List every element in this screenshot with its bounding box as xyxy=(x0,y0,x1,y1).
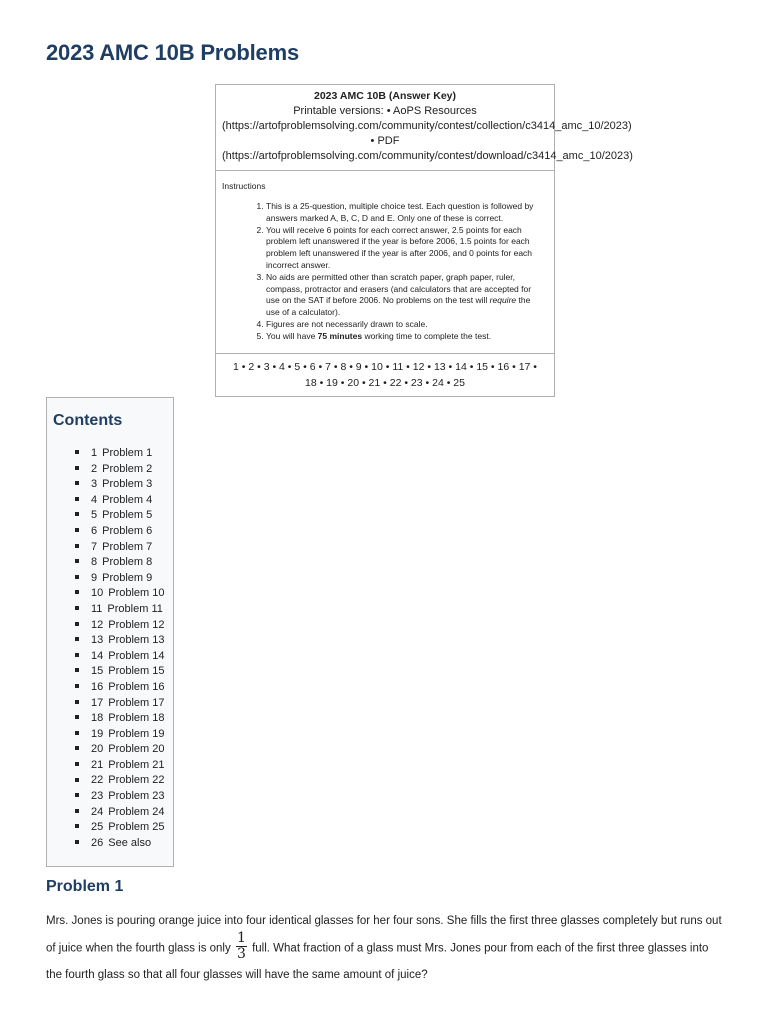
toc-label: Problem 9 xyxy=(102,571,153,584)
toc-link[interactable] xyxy=(91,509,152,521)
toc-label: Problem 17 xyxy=(108,696,165,709)
problem-nav-line[interactable]: 1 • 2 • 3 • 4 • 5 • 6 • 7 • 8 • 9 • 10 • 11 • 12 • 13 • 14 • 15 • 16 • 17 • xyxy=(233,360,537,373)
toc-link[interactable] xyxy=(91,463,152,475)
toc-item[interactable] xyxy=(75,773,165,789)
toc-list xyxy=(75,446,165,851)
toc-label: Problem 23 xyxy=(108,790,165,803)
toc-item[interactable] xyxy=(75,664,165,680)
toc-link[interactable] xyxy=(91,806,165,818)
fraction-one-third: $\frac{1}{3}$ xyxy=(236,930,246,962)
toc-label: Problem 6 xyxy=(102,524,153,537)
toc-link[interactable] xyxy=(91,837,151,849)
toc-number: 3 xyxy=(91,478,98,491)
toc-number: 2 xyxy=(91,462,98,475)
toc-item[interactable] xyxy=(75,633,165,649)
toc-link[interactable] xyxy=(91,665,165,677)
toc-item[interactable] xyxy=(75,493,165,509)
instructions-list xyxy=(222,201,548,343)
toc-item[interactable] xyxy=(75,805,165,821)
toc-item[interactable] xyxy=(75,758,165,774)
toc-link[interactable] xyxy=(91,478,152,490)
toc-number: 26 xyxy=(91,836,104,849)
bullet-icon xyxy=(75,528,79,532)
toc-number: 19 xyxy=(91,727,104,740)
toc-label: Problem 10 xyxy=(108,587,165,600)
instructions-section xyxy=(216,171,554,354)
toc-number: 16 xyxy=(91,680,104,693)
toc-number: 8 xyxy=(91,556,98,569)
toc-label: Problem 8 xyxy=(102,556,153,569)
toc-item[interactable] xyxy=(75,649,165,665)
toc-item[interactable] xyxy=(75,820,165,836)
bullet-icon xyxy=(75,481,79,485)
toc-number: 23 xyxy=(91,790,104,803)
toc-link[interactable] xyxy=(91,587,165,599)
toc-item[interactable] xyxy=(75,571,165,587)
table-of-contents xyxy=(46,397,174,867)
problem-nav xyxy=(216,354,554,396)
infobox-header xyxy=(216,85,633,171)
toc-number: 10 xyxy=(91,587,104,600)
toc-item[interactable] xyxy=(75,696,165,712)
problem-nav-line[interactable]: 18 • 19 • 20 • 21 • 22 • 23 • 24 • 25 xyxy=(304,376,465,389)
toc-number: 4 xyxy=(91,493,98,506)
bullet-icon xyxy=(75,793,79,797)
toc-number: 15 xyxy=(91,665,104,678)
toc-item[interactable] xyxy=(75,836,165,852)
toc-item[interactable] xyxy=(75,727,165,743)
toc-label: Problem 5 xyxy=(102,509,153,522)
toc-item[interactable] xyxy=(75,462,165,478)
toc-link[interactable] xyxy=(91,525,152,537)
bullet-icon xyxy=(75,450,79,454)
toc-item[interactable] xyxy=(75,555,165,571)
toc-label: Problem 14 xyxy=(108,649,165,662)
bullet-icon xyxy=(75,746,79,750)
contest-infobox xyxy=(215,84,633,397)
bullet-icon xyxy=(75,559,79,563)
bullet-icon xyxy=(75,590,79,594)
toc-link[interactable] xyxy=(91,634,165,646)
bullet-icon xyxy=(75,715,79,719)
printable-versions[interactable]: Printable versions: • AoPS Resources (https://artofproblemsolving.com/community/contest/collection/c3414_amc_10/2023) • PDF (https://artofproblemsolving.com/community/contest/download/c3414_amc_10/2023) xyxy=(222,105,633,162)
toc-label: Problem 15 xyxy=(108,665,165,678)
toc-link[interactable] xyxy=(91,728,165,740)
instructions-label: Instructions xyxy=(222,181,266,191)
toc-label: Problem 13 xyxy=(108,634,165,647)
toc-item[interactable] xyxy=(75,508,165,524)
bullet-icon xyxy=(75,809,79,813)
toc-label: Problem 25 xyxy=(108,821,165,834)
instruction-item: 1. This is a 25-question, multiple choice test. Each question is followed by answers marked A, B, C, D and E. Only one of these is correct. xyxy=(266,201,548,225)
toc-label: Problem 2 xyxy=(102,462,153,475)
toc-item[interactable] xyxy=(75,446,165,462)
toc-label: Problem 7 xyxy=(102,540,153,553)
toc-label: Problem 22 xyxy=(108,774,165,787)
bullet-icon xyxy=(75,653,79,657)
toc-label: Problem 11 xyxy=(107,602,163,615)
toc-link[interactable] xyxy=(91,494,152,506)
bullet-icon xyxy=(75,497,79,501)
instruction-item: 3. No aids are permitted other than scratch paper, graph paper, ruler, compass, protractor and erasers (and calculators that are accepted for use on the SAT if before 2006. No problems on the test will require the use of a calculator). xyxy=(266,272,548,319)
toc-label: Problem 4 xyxy=(102,493,153,506)
bullet-icon xyxy=(75,762,79,766)
toc-label: Problem 21 xyxy=(108,758,165,771)
toc-number: 17 xyxy=(91,696,104,709)
toc-item[interactable] xyxy=(75,680,165,696)
instruction-item: 5. You will have 75 minutes working time to complete the test. xyxy=(266,331,548,343)
bullet-icon xyxy=(75,575,79,579)
bullet-icon xyxy=(75,466,79,470)
toc-number: 22 xyxy=(91,774,104,787)
toc-link[interactable] xyxy=(91,556,152,568)
toc-number: 25 xyxy=(91,821,104,834)
bullet-icon xyxy=(75,824,79,828)
toc-number: 5 xyxy=(91,509,98,522)
toc-link[interactable] xyxy=(91,759,165,771)
toc-label: Problem 16 xyxy=(108,680,165,693)
bullet-icon xyxy=(75,606,79,610)
toc-heading: Contents xyxy=(53,412,123,429)
instruction-item: 2. You will receive 6 points for each correct answer, 2.5 points for each problem left unanswered if the year is before 2006, 1.5 points for each problem left unanswered if the year is after 2006, and 0 points for each incorrect answer. xyxy=(266,225,548,272)
toc-label: Problem 20 xyxy=(108,743,165,756)
page-title: 2023 AMC 10B Problems xyxy=(46,40,299,65)
toc-item[interactable] xyxy=(75,711,165,727)
problem-1-heading: Problem 1 xyxy=(46,878,124,895)
toc-label: Problem 12 xyxy=(108,618,165,631)
infobox-title: 2023 AMC 10B (Answer Key) xyxy=(313,90,456,102)
toc-number: 1 xyxy=(91,447,98,459)
toc-item[interactable] xyxy=(75,789,165,805)
toc-label: See also xyxy=(108,836,152,849)
toc-number: 24 xyxy=(91,805,104,818)
toc-link[interactable] xyxy=(91,743,165,755)
toc-number: 18 xyxy=(91,712,104,725)
toc-number: 21 xyxy=(91,758,104,771)
bullet-icon xyxy=(75,731,79,735)
toc-link[interactable] xyxy=(91,619,165,631)
toc-item[interactable] xyxy=(75,618,165,634)
toc-item[interactable] xyxy=(75,602,165,618)
toc-link[interactable] xyxy=(91,447,152,459)
bullet-icon xyxy=(75,840,79,844)
instruction-item: 4. Figures are not necessarily drawn to scale. xyxy=(266,319,548,331)
toc-link[interactable] xyxy=(91,603,163,615)
toc-label: Problem 3 xyxy=(102,478,153,491)
answer-key-link[interactable]: Answer Key xyxy=(392,90,453,102)
toc-label: Problem 24 xyxy=(108,805,165,818)
problem-1-text: Mrs. Jones is pouring orange juice into four identical glasses for her four sons. She fills the first three glasses completely but runs out of juice when the fourth glass is only $\frac{1}{3}$ full. What fraction of a glass must Mrs. Jones pour from each of the first three glasses into the fourth glass so that all four glasses will have the same amount of juice? xyxy=(46,915,722,981)
toc-link[interactable] xyxy=(91,821,165,833)
bullet-icon xyxy=(75,684,79,688)
toc-link[interactable] xyxy=(91,790,165,802)
bullet-icon xyxy=(75,668,79,672)
toc-number: 7 xyxy=(91,540,98,553)
toc-link[interactable] xyxy=(91,697,165,709)
toc-number: 13 xyxy=(91,634,104,647)
toc-link[interactable] xyxy=(91,712,165,724)
bullet-icon xyxy=(75,637,79,641)
bullet-icon xyxy=(75,778,79,782)
toc-item[interactable] xyxy=(75,540,165,556)
toc-link[interactable] xyxy=(91,572,152,584)
toc-label: Problem 1 xyxy=(102,447,153,459)
bullet-icon xyxy=(75,622,79,626)
bullet-icon xyxy=(75,700,79,704)
toc-number: 6 xyxy=(91,524,98,537)
toc-number: 14 xyxy=(91,649,104,662)
bullet-icon xyxy=(75,544,79,548)
toc-number: 20 xyxy=(91,743,104,756)
toc-item[interactable] xyxy=(75,524,165,540)
toc-item[interactable] xyxy=(75,586,165,602)
toc-link[interactable] xyxy=(91,774,165,786)
bullet-icon xyxy=(75,512,79,516)
toc-link[interactable] xyxy=(91,541,152,553)
toc-item[interactable] xyxy=(75,477,165,493)
toc-number: 11 xyxy=(91,602,103,615)
toc-link[interactable] xyxy=(91,681,165,693)
toc-link[interactable] xyxy=(91,650,165,662)
toc-number: 9 xyxy=(91,571,98,584)
toc-number: 12 xyxy=(91,618,104,631)
toc-item[interactable] xyxy=(75,742,165,758)
toc-label: Problem 19 xyxy=(108,727,165,740)
toc-label: Problem 18 xyxy=(108,712,165,725)
